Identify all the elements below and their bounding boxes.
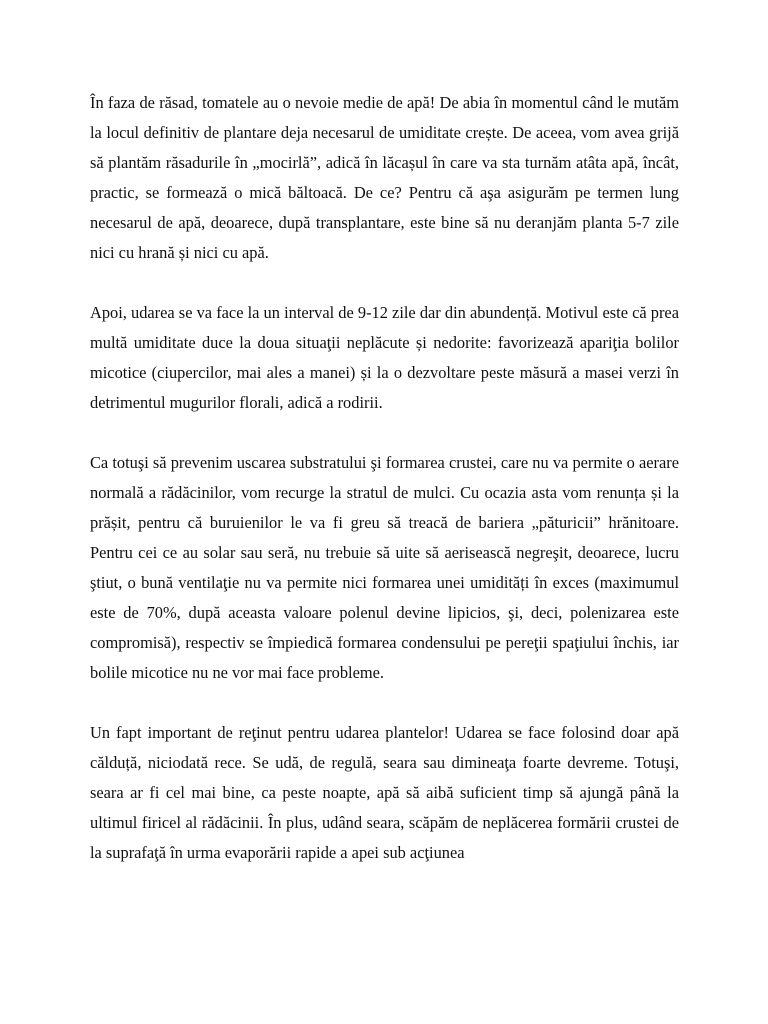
document-body [90, 88, 679, 868]
paragraph-mulch-ventilation: Ca totuşi să prevenim uscarea substratului şi formarea crustei, care nu va permite o aerare normală a rădăcinilor, vom recurge la stratul de mulci. Cu ocazia asta vom renunța și la prășit, pentru că buruienilor le va fi greu să treacă de bariera „păturicii” hrănitoare. Pentru cei ce au solar sau seră, nu trebuie să uite să aerisească negreşit, deoarece, lucru ştiut, o bună ventilaţie nu va permite nici formarea unei umidități în exces (maximumul este de 70%, după aceasta valoare polenul devine lipicios, şi, deci, polenizarea este compromisă), respectiv se împiedică formarea condensului pe pereţii spaţiului închis, iar bolile micotice nu ne vor mai face probleme. [90, 453, 679, 682]
paragraph-warm-water: Un fapt important de reţinut pentru udarea plantelor! Udarea se face folosind doar apă călduță, niciodată rece. Se udă, de regulă, seara sau dimineaţa foarte devreme. Totuşi, seara ar fi cel mai bine, ca peste noapte, apă să aibă suficient timp să ajungă până la ultimul firicel al rădăcinii. În plus, udând seara, scăpăm de neplăcerea formării crustei de la suprafaţă în urma evaporării rapide a apei sub acţiunea [90, 723, 679, 862]
paragraph-seedling-watering: În faza de răsad, tomatele au o nevoie medie de apă! De abia în momentul când le mutăm la locul definitiv de plantare deja necesarul de umiditate crește. De aceea, vom avea grijă să plantăm răsadurile în „mocirlă”, adică în lăcașul în care va sta turnăm atâta apă, încât, practic, se formează o mică băltoacă. De ce? Pentru că aşa asigurăm pe termen lung necesarul de apă, deoarece, după transplantare, este bine să nu deranjăm planta 5-7 zile nici cu hrană și nici cu apă. [90, 93, 679, 262]
paragraph-watering-interval: Apoi, udarea se va face la un interval de 9-12 zile dar din abundență. Motivul este că prea multă umiditate duce la doua situaţii neplăcute și nedorite: favorizează apariţia bolilor micotice (ciupercilor, mai ales a manei) și la o dezvoltare peste măsură a masei verzi în detrimentul mugurilor florali, adică a rodirii. [90, 303, 679, 412]
